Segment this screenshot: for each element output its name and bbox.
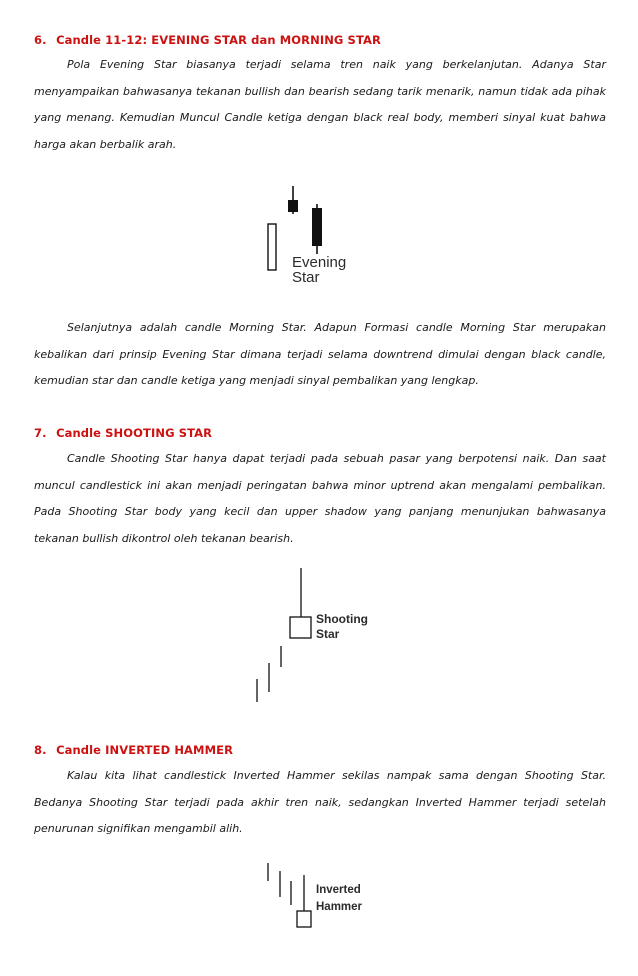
section-8-paragraph: Kalau kita lihat candlestick Inverted Hammer sekilas nampak sama dengan Shooting Star. Bedanya Shooting Star terjadi pada akhir tren naik, sedangkan Inverted Hammer terjadi setelah penurunan signifikan mengambil alih.: [34, 769, 606, 835]
shooting-star-body: [290, 617, 311, 638]
section-6-heading: [34, 33, 381, 47]
section-7-title: Candle SHOOTING STAR: [56, 426, 213, 440]
section-7-paragraph: Candle Shooting Star hanya dapat terjadi pada sebuah pasar yang berpotensi naik. Dan saat muncul candlestick ini akan menjadi peringatan bahwa minor uptrend akan mengalami pembalikan. Pada Shooting Star body yang kecil dan upper shadow yang panjang menunjukan bahwasanya tekanan bullish dikontrol oleh tekanan bearish.: [34, 452, 606, 545]
section-6-paragraph-1: Pola Evening Star biasanya terjadi selama tren naik yang berkelanjutan. Adanya Star menyampaikan bahwasanya tekanan bullish dan bearish sedang tarik menarik, namun tidak ada pihak yang menang. Kemudian Muncul Candle ketiga dengan black real body, memberi sinyal kuat bahwa harga akan berbalik arah.: [34, 58, 606, 151]
evening-star-label-1: Evening: [292, 254, 347, 271]
section-8-number: 8.: [34, 743, 47, 757]
evening-star-label-2: Star: [292, 269, 320, 284]
shooting-star-label-1: Shooting: [316, 612, 368, 626]
black-candle-body: [312, 208, 322, 246]
section-8-heading: [34, 743, 233, 757]
star-body: [288, 200, 298, 212]
section-7-heading: [34, 426, 212, 440]
section-6-number: 6.: [34, 33, 47, 47]
inverted-hammer-body: [297, 911, 311, 927]
shooting-star-label-2: Star: [316, 627, 340, 641]
section-6-paragraph-2: Selanjutnya adalah candle Morning Star. Adapun Formasi candle Morning Star merupakan kebalikan dari prinsip Evening Star dimana terjadi selama downtrend dimulai dengan black candle, kemudian star dan candle ketiga yang menjadi sinyal pembalikan yang lengkap.: [34, 321, 606, 387]
section-6-title: Candle 11-12: EVENING STAR dan MORNING STAR: [56, 33, 381, 47]
white-candle: [268, 224, 276, 270]
section-8-title: Candle INVERTED HAMMER: [56, 743, 234, 757]
inverted-hammer-label-2: Hammer: [316, 901, 363, 913]
inverted-hammer-label-1: Inverted: [316, 884, 361, 896]
shooting-star-figure: [252, 566, 382, 706]
evening-star-figure: [262, 184, 372, 284]
section-7-number: 7.: [34, 426, 47, 440]
inverted-hammer-figure: [262, 861, 382, 933]
